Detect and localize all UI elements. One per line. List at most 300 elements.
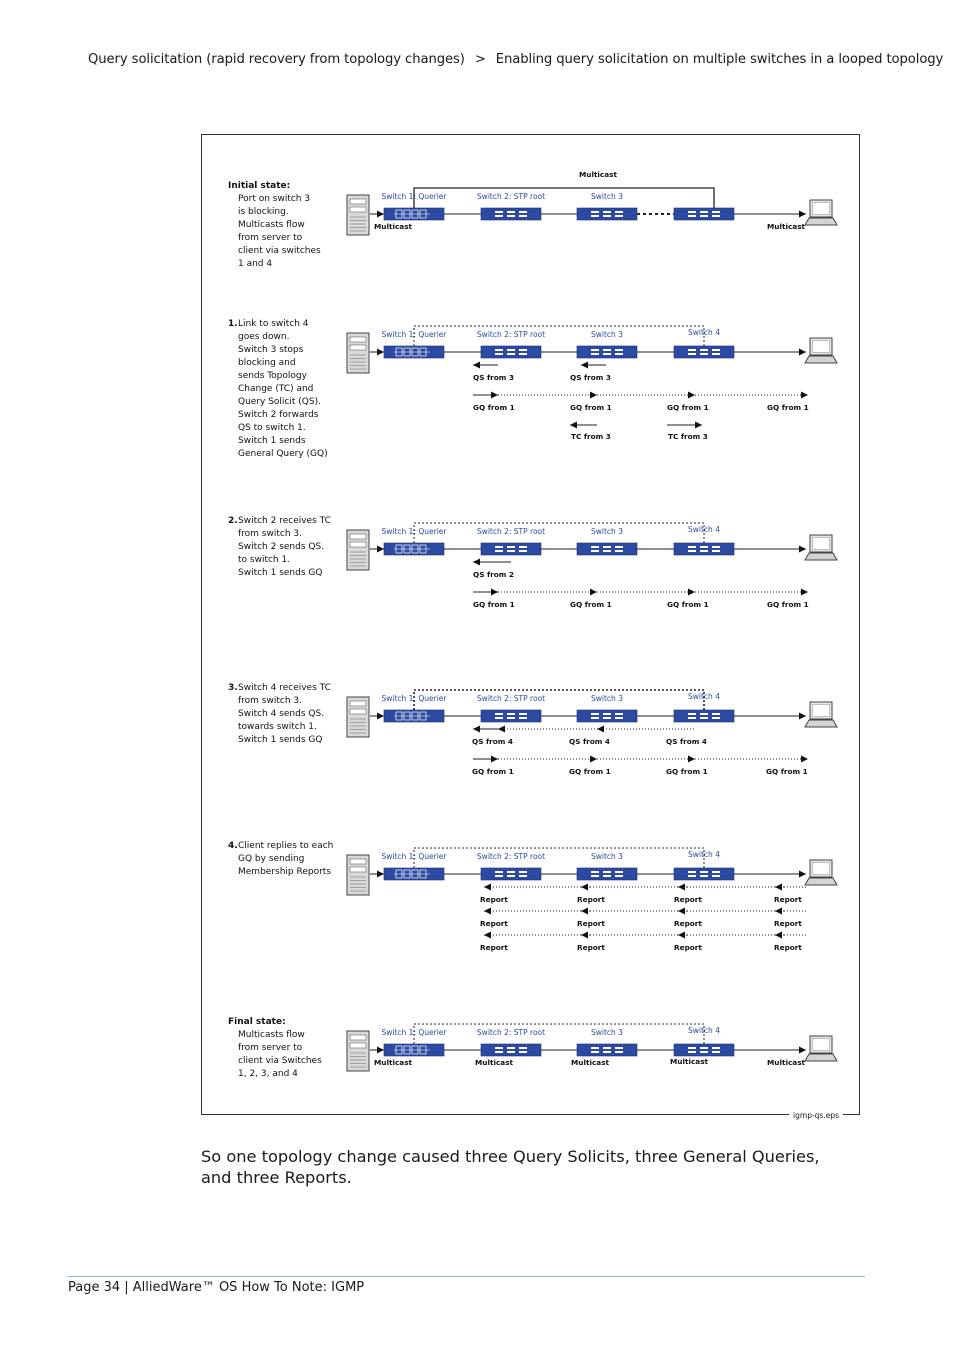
row-4-switch4-label: Switch 4 (688, 692, 720, 701)
row-3-switch3-led (591, 550, 599, 552)
row-3-switch1-label: Switch 1: Querier (381, 527, 447, 536)
row-2-client-icon-display (813, 341, 830, 353)
row-1-switch1 (384, 208, 444, 220)
row-2-switch3-body (577, 346, 637, 358)
row-2-tc-arrow-2-head (695, 422, 702, 429)
row-6-switch2-led (495, 1047, 503, 1049)
row-3-switch4-label: Switch 4 (688, 525, 720, 534)
row-2-server-icon (347, 333, 369, 373)
row-3-gq-arrow-4-head (801, 589, 808, 596)
row-5-report-label: Report (480, 943, 508, 952)
row-1-client-icon-keyboard (805, 218, 837, 225)
row-5-report-label: Report (674, 919, 702, 928)
row-4-switch3-led (615, 717, 623, 719)
row-4-qs-label: QS from 4 (666, 737, 708, 746)
row-5-report-label: Report (480, 919, 508, 928)
row-4-client-icon-keyboard (805, 720, 837, 727)
row-5-server-icon-bay (350, 867, 366, 872)
row-4-switch3-led (591, 717, 599, 719)
row-2-switch3-led (603, 353, 611, 355)
row-5-switch1-label: Switch 1: Querier (381, 852, 447, 861)
summary-paragraph: So one topology change caused three Query Solicits, three General Queries, and three Reports. (201, 1147, 820, 1187)
row-5-report-arrow-a2-head (484, 932, 491, 939)
row-5-switch4-body (674, 868, 734, 880)
row-5-client-arrow (799, 871, 806, 878)
row-6-multicast-label: Multicast (767, 1058, 806, 1067)
row-3-gq-label: GQ from 1 (767, 600, 809, 609)
row-4-qs-label: QS from 4 (569, 737, 611, 746)
row-5-switch3-body (577, 868, 637, 880)
row-1-switch3-led (591, 211, 599, 213)
row-3-gq-label: GQ from 1 (667, 600, 709, 609)
row-1-switch4-led (700, 211, 708, 213)
row-5-text-line: Membership Reports (238, 867, 332, 877)
row-1-server-icon-bay (350, 207, 366, 212)
row-3-switch3-led (615, 550, 623, 552)
row-3-switch3-led (615, 546, 623, 548)
row-4-switch1-label: Switch 1: Querier (381, 694, 447, 703)
row-5-step-number: 4. (228, 841, 238, 851)
row-6-loop-link (414, 1024, 704, 1044)
row-2-switch4-led (700, 349, 708, 351)
footer-rule (68, 1276, 865, 1277)
row-4-gq-arrow-3-head (688, 756, 695, 763)
row-5-report-label: Report (480, 895, 508, 904)
row-2-gq-label: GQ from 1 (570, 403, 612, 412)
row-5-report-arrow-d0-head (775, 884, 782, 891)
row-3-switch2 (481, 543, 541, 555)
row-5-report-arrow-b1-head (581, 908, 588, 915)
row-5-switch3 (577, 868, 637, 880)
row-1-switch4-led (712, 215, 720, 217)
row-2-switch4-led (712, 349, 720, 351)
row-3-switch3 (577, 543, 637, 555)
row-1-switch4-led (700, 215, 708, 217)
row-2-loop-link (414, 326, 704, 346)
row-6-switch3-body (577, 1044, 637, 1056)
row-6-client-icon-keyboard (805, 1054, 837, 1061)
row-4-gq-arrow-4-head (801, 756, 808, 763)
page-header (88, 52, 944, 67)
row-6-switch2-body (481, 1044, 541, 1056)
row-2-switch2-body (481, 346, 541, 358)
row-2-qs-arrow-2-head (581, 362, 588, 369)
row-6-switch3-led (615, 1051, 623, 1053)
row-5-report-arrow-b0-head (581, 884, 588, 891)
row-4-qs-arrow-1-head (473, 726, 480, 733)
row-3-switch2-led (495, 550, 503, 552)
row-3-switch3-led (591, 546, 599, 548)
row-1-switch2 (481, 208, 541, 220)
row-2-switch4-led (700, 353, 708, 355)
row-2-gq-label: GQ from 1 (767, 403, 809, 412)
row-5-switch4-led (688, 875, 696, 877)
row-5-report-arrow-c1-head (678, 908, 685, 915)
row-1-text-line: from server to (238, 233, 303, 243)
row-4-text-line: Switch 4 receives TC (238, 683, 331, 693)
row-5-report-arrow-c0-head (678, 884, 685, 891)
row-4-server-arrow (377, 713, 384, 720)
row-3-text-line: from switch 3. (238, 529, 302, 539)
row-6-multicast-label: Multicast (374, 1058, 413, 1067)
row-2-text-line: QS to switch 1. (238, 423, 306, 433)
row-6-server-icon-bay (350, 1035, 366, 1040)
row-6-switch1-label: Switch 1: Querier (381, 1028, 447, 1037)
row-6-client-icon (805, 1036, 837, 1061)
row-3-qs-arrow-1-head (473, 559, 480, 566)
row-2-gq-label: GQ from 1 (473, 403, 515, 412)
row-2-text-line: General Query (GQ) (238, 449, 328, 459)
row-3-switch4-body (674, 543, 734, 555)
row-1-switch3-body (577, 208, 637, 220)
row-5-switch4-label: Switch 4 (688, 850, 720, 859)
row-1-switch3-label: Switch 3 (591, 192, 623, 201)
row-2-switch2-led (507, 353, 515, 355)
row-6-client-icon-display (813, 1039, 830, 1051)
row-6-text-line: client via Switches (238, 1056, 322, 1066)
row-1-text-line: Multicasts flow (238, 220, 305, 230)
row-4-switch4-led (688, 717, 696, 719)
row-4-switch3-label: Switch 3 (591, 694, 623, 703)
row-3-step-number: 2. (228, 516, 238, 526)
row-3-qs-label: QS from 2 (473, 570, 515, 579)
row-2-switch3-led (615, 353, 623, 355)
row-5-text-line: Client replies to each (238, 841, 334, 851)
row-5-client-icon-display (813, 863, 830, 875)
row-4-qs-arrow-2-head (498, 726, 505, 733)
row-1-switch4-body (674, 208, 734, 220)
row-4-switch4-led (688, 713, 696, 715)
row-1-text-line: client via switches (238, 246, 321, 256)
row-2-qs-label: QS from 3 (570, 373, 612, 382)
row-1-switch3-led (603, 215, 611, 217)
row-5-report-label: Report (577, 895, 605, 904)
row-4-text-line: Switch 4 sends QS. (238, 709, 325, 719)
row-5-report-arrow-d1-head (775, 908, 782, 915)
row-5-report-label: Report (674, 943, 702, 952)
row-2-text-line: Link to switch 4 (238, 319, 309, 329)
row-4-switch4-led (712, 717, 720, 719)
row-6-switch3-label: Switch 3 (591, 1028, 623, 1037)
row-6-switch4-body (674, 1044, 734, 1056)
row-4-switch3-led (603, 717, 611, 719)
row-2-client-icon-keyboard (805, 356, 837, 363)
row-6-switch2-led (495, 1051, 503, 1053)
row-1-switch3 (577, 208, 637, 220)
row-2-switch3-label: Switch 3 (591, 330, 623, 339)
row-6-switch4-led (712, 1051, 720, 1053)
row-4-qs-arrow-3-head (597, 726, 604, 733)
row-3-gq-arrow-2-head (590, 589, 597, 596)
row-2-text-line: Switch 3 stops (238, 345, 304, 355)
row-4-switch3-led (603, 713, 611, 715)
row-4-switch2-led (507, 713, 515, 715)
row-2-switch4-label: Switch 4 (688, 328, 720, 337)
row-6-server-icon (347, 1031, 369, 1071)
row-2-client-arrow (799, 349, 806, 356)
row-2-text-line: blocking and (238, 358, 296, 368)
row-4-gq-label: GQ from 1 (666, 767, 708, 776)
row-5-server-arrow (377, 871, 384, 878)
row-5-report-arrow-b2-head (581, 932, 588, 939)
row-5-client-icon-keyboard (805, 878, 837, 885)
row-6-multicast-label: Multicast (475, 1058, 514, 1067)
header-section: Query solicitation (rapid recovery from topology changes) (88, 52, 465, 67)
row-1-server-icon (347, 195, 369, 235)
row-2-tc-label: TC from 3 (571, 432, 611, 441)
row-4-switch4-led (700, 717, 708, 719)
row-2-qs-label: QS from 3 (473, 373, 515, 382)
row-2-switch3-led (591, 353, 599, 355)
row-2-text-line: sends Topology (238, 371, 307, 381)
row-1-switch2-led (519, 211, 527, 213)
row-6-switch2-led (519, 1047, 527, 1049)
row-5-report-label: Report (774, 895, 802, 904)
row-2-switch2-led (519, 353, 527, 355)
row-2-switch4 (674, 346, 734, 358)
row-6-switch4-led (688, 1051, 696, 1053)
row-2-switch2 (481, 346, 541, 358)
row-3-gq-label: GQ from 1 (473, 600, 515, 609)
row-1-switch2-led (507, 211, 515, 213)
row-4-switch4 (674, 710, 734, 722)
row-6-text-line: Multicasts flow (238, 1030, 305, 1040)
row-5-report-arrow-a0-head (484, 884, 491, 891)
row-3-switch3-led (603, 550, 611, 552)
row-4-switch3 (577, 710, 637, 722)
row-2-server-icon-bay (350, 345, 366, 350)
row-1-multicast-label: Multicast (374, 222, 413, 231)
row-6-heading: Final state: (228, 1017, 286, 1027)
row-1-client-icon-display (813, 203, 830, 215)
row-1-switch4 (674, 208, 734, 220)
row-6-switch3-led (591, 1051, 599, 1053)
row-2-text-line: Switch 1 sends (238, 436, 306, 446)
row-2-switch4-led (688, 353, 696, 355)
row-6-switch4-led (700, 1051, 708, 1053)
row-5-report-label: Report (577, 943, 605, 952)
row-2-switch1-label: Switch 1: Querier (381, 330, 447, 339)
row-4-switch3-led (615, 713, 623, 715)
row-2-gq-arrow-1-head (491, 392, 498, 399)
row-6-multicast-label: Multicast (670, 1057, 709, 1066)
row-6-switch2-led (519, 1051, 527, 1053)
row-3-switch3-label: Switch 3 (591, 527, 623, 536)
row-3-switch2-body (481, 543, 541, 555)
row-4-gq-arrow-2-head (590, 756, 597, 763)
row-4-switch3-body (577, 710, 637, 722)
row-4-qs-label: QS from 4 (472, 737, 514, 746)
row-6-switch3-led (615, 1047, 623, 1049)
row-2-gq-arrow-3-head (688, 392, 695, 399)
row-5-switch2-led (507, 875, 515, 877)
row-6-switch4-led (712, 1047, 720, 1049)
row-3-switch2-led (519, 546, 527, 548)
row-4-server-icon (347, 697, 369, 737)
row-3-client-icon-display (813, 538, 830, 550)
page-footer: Page 34 | AlliedWare™ OS How To Note: IGMP (68, 1280, 365, 1295)
row-1-server-icon-bay (350, 199, 366, 204)
row-1-switch2-led (495, 215, 503, 217)
row-4-switch3-led (591, 713, 599, 715)
header-separator: > (474, 52, 486, 67)
row-1-client-arrow (799, 211, 806, 218)
row-3-switch4-led (712, 550, 720, 552)
row-4-client-arrow (799, 713, 806, 720)
row-4-text-line: Switch 1 sends GQ (238, 735, 323, 745)
row-4-switch2-led (519, 717, 527, 719)
row-5-switch4-led (700, 871, 708, 873)
row-1-switch4-led (712, 211, 720, 213)
row-3-server-arrow (377, 546, 384, 553)
figure-file-label: igmp-qs.eps (789, 1111, 843, 1120)
row-6-switch3 (577, 1044, 637, 1056)
row-5-switch3-led (603, 871, 611, 873)
row-1-text-line: Port on switch 3 (238, 194, 311, 204)
row-3-loop-link (414, 523, 704, 543)
row-6-server-arrow (377, 1047, 384, 1054)
row-4-switch4-body (674, 710, 734, 722)
row-2-qs-arrow-1-head (473, 362, 480, 369)
row-3-gq-arrow-3-head (688, 589, 695, 596)
row-5-switch2-led (495, 875, 503, 877)
row-4-gq-arrow-1-head (491, 756, 498, 763)
row-6-switch4-led (700, 1047, 708, 1049)
row-1-switch3-led (615, 211, 623, 213)
row-2-step-number: 1. (228, 319, 238, 329)
row-5-switch2-label: Switch 2: STP root (476, 852, 546, 861)
row-2-switch2-led (507, 349, 515, 351)
row-4-switch4-led (700, 713, 708, 715)
row-4-client-icon (805, 702, 837, 727)
row-5-report-label: Report (674, 895, 702, 904)
row-3-client-icon-keyboard (805, 553, 837, 560)
row-3-switch2-led (519, 550, 527, 552)
row-4-text-line: towards switch 1. (238, 722, 317, 732)
row-6-client-arrow (799, 1047, 806, 1054)
row-3-client-icon (805, 535, 837, 560)
row-4-switch2-led (519, 713, 527, 715)
row-5-switch2-led (519, 875, 527, 877)
row-2-switch2-led (519, 349, 527, 351)
row-5-switch2-body (481, 868, 541, 880)
row-2-switch2-led (495, 349, 503, 351)
row-3-switch4-led (700, 546, 708, 548)
row-1-text-line: is blocking. (238, 207, 289, 217)
row-4-client-icon-display (813, 705, 830, 717)
row-3-switch2-label: Switch 2: STP root (476, 527, 546, 536)
row-1-loop-link (414, 188, 714, 208)
row-6-switch2-led (507, 1051, 515, 1053)
row-4-switch2-body (481, 710, 541, 722)
row-6-switch3-led (591, 1047, 599, 1049)
row-1-switch2-label: Switch 2: STP root (476, 192, 546, 201)
row-6-switch3-led (603, 1047, 611, 1049)
header-subsection: Enabling query solicitation on multiple switches in a looped topology (495, 52, 944, 67)
row-4-step-number: 3. (228, 683, 238, 693)
row-3-switch4-led (712, 546, 720, 548)
row-3-client-arrow (799, 546, 806, 553)
row-2-tc-arrow-1-head (570, 422, 577, 429)
row-3-switch2-led (507, 550, 515, 552)
row-2-text-line: goes down. (238, 332, 290, 342)
row-1-switch3-led (603, 211, 611, 213)
row-3-switch4 (674, 543, 734, 555)
row-2-gq-arrow-4-head (801, 392, 808, 399)
row-2-switch4-led (712, 353, 720, 355)
igmp-qs-figure (201, 134, 860, 1120)
row-1-switch3-led (591, 215, 599, 217)
row-5-report-label: Report (774, 943, 802, 952)
row-2-server-arrow (377, 349, 384, 356)
row-3-switch4-led (700, 550, 708, 552)
row-2-tc-label: TC from 3 (668, 432, 708, 441)
row-2-gq-label: GQ from 1 (667, 403, 709, 412)
row-2-switch1 (384, 346, 444, 358)
row-6-switch3-led (603, 1051, 611, 1053)
row-5-switch4-led (688, 871, 696, 873)
row-2-text-line: Change (TC) and (238, 384, 314, 394)
row-5-report-arrow-c2-head (678, 932, 685, 939)
row-6-switch1 (384, 1044, 444, 1056)
row-4-gq-label: GQ from 1 (569, 767, 611, 776)
row-4-server-icon-bay (350, 701, 366, 706)
row-2-client-icon (805, 338, 837, 363)
row-1-switch2-led (495, 211, 503, 213)
row-5-switch4-led (700, 875, 708, 877)
row-3-gq-label: GQ from 1 (570, 600, 612, 609)
row-5-report-label: Report (577, 919, 605, 928)
row-5-report-arrow-a1-head (484, 908, 491, 915)
row-4-gq-label: GQ from 1 (472, 767, 514, 776)
row-5-switch2-led (519, 871, 527, 873)
row-4-loop-link (414, 690, 704, 710)
row-5-switch3-led (591, 871, 599, 873)
row-6-multicast-label: Multicast (571, 1058, 610, 1067)
row-3-switch1 (384, 543, 444, 555)
row-3-text-line: to switch 1. (238, 555, 291, 565)
row-1-text-line: 1 and 4 (238, 259, 273, 269)
row-3-text-line: Switch 2 sends QS. (238, 542, 325, 552)
row-6-server-icon-bay (350, 1043, 366, 1048)
row-5-server-icon-bay (350, 859, 366, 864)
row-3-text-line: Switch 1 sends GQ (238, 568, 323, 578)
row-1-switch2-led (519, 215, 527, 217)
row-4-text-line: from switch 3. (238, 696, 302, 706)
row-1-client-icon (805, 200, 837, 225)
row-3-switch4-led (688, 550, 696, 552)
row-5-switch3-led (615, 871, 623, 873)
row-2-gq-arrow-2-head (590, 392, 597, 399)
row-5-loop-link (414, 848, 704, 868)
row-5-switch4 (674, 868, 734, 880)
row-5-switch3-led (591, 875, 599, 877)
row-1-switch3-led (615, 215, 623, 217)
row-6-text-line: 1, 2, 3, and 4 (238, 1069, 298, 1079)
row-1-multicast-label: Multicast (767, 222, 806, 231)
row-4-switch2-led (507, 717, 515, 719)
row-5-server-icon (347, 855, 369, 895)
row-2-switch3-led (615, 349, 623, 351)
row-5-report-label: Report (774, 919, 802, 928)
row-3-server-icon (347, 530, 369, 570)
row-1-heading: Initial state: (228, 181, 291, 191)
row-5-switch2 (481, 868, 541, 880)
row-1-top-multicast-label: Multicast (578, 170, 618, 179)
row-2-switch2-led (495, 353, 503, 355)
row-4-switch2-led (495, 713, 503, 715)
row-2-server-icon-bay (350, 337, 366, 342)
